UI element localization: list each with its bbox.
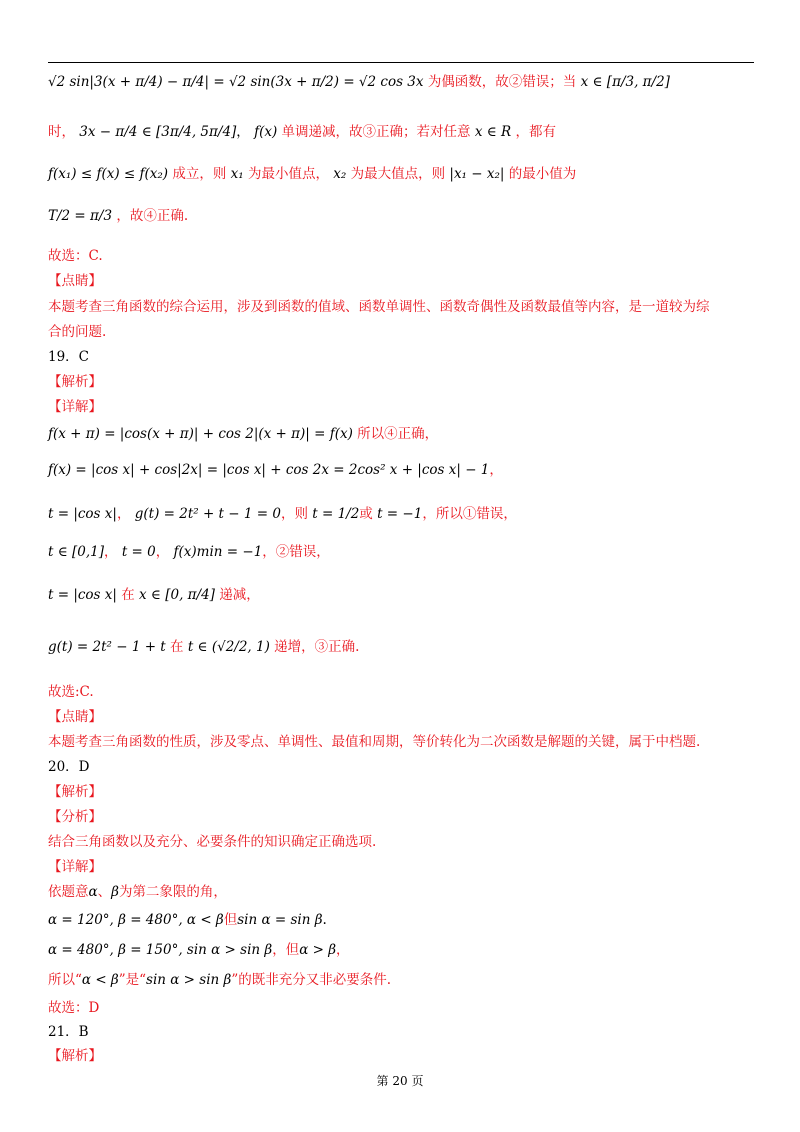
text: 为最小值点， [247, 166, 329, 182]
solution-line [48, 72, 670, 92]
header-rule [48, 62, 754, 63]
section-heading: 【详解】 [48, 399, 102, 415]
question-answer: 20．D [48, 759, 90, 775]
text: 在 [121, 587, 135, 603]
text: 在 [170, 639, 184, 655]
formula: α > β [299, 942, 337, 958]
text: 成立，则 [172, 166, 227, 182]
comment-paragraph: 本题考查三角函数的性质，涉及零点、单调性、最值和周期，等价转化为二次函数是解题的关键，属于中档题. [48, 734, 701, 750]
answer-line: 故选:C. [48, 684, 94, 700]
formula: t = 0 [121, 544, 156, 560]
text: 为第二象限的角， [118, 884, 227, 900]
formula: f(x)min = −1 [173, 544, 263, 560]
text: 所以“ [48, 972, 82, 988]
solution-line [48, 504, 517, 524]
text: 依题意 [48, 884, 89, 900]
section-heading: 【点睛】 [48, 709, 102, 725]
formula: x ∈ R [474, 124, 512, 140]
formula: f(x) = |cos x| + cos|2x| = |cos x| + cos 2x = 2cos² x + |cos x| − 1 [48, 462, 490, 478]
section-heading: 【解析】 [48, 784, 102, 800]
formula: f(x) [254, 124, 278, 140]
section-heading: 【解析】 [48, 1048, 102, 1064]
formula: t = −1 [377, 506, 423, 522]
solution-line [48, 970, 391, 990]
text: ，②错误， [262, 544, 330, 560]
solution-line [48, 910, 327, 930]
solution-line [48, 940, 350, 960]
text: 、 [97, 884, 112, 900]
question-answer: 21．B [48, 1024, 89, 1040]
text: 递减， [219, 587, 260, 603]
text: ，都有 [515, 124, 556, 140]
text: ， [116, 506, 131, 522]
formula: t ∈ [0,1] [48, 544, 105, 560]
text: 的最小值为 [508, 166, 577, 182]
text: 或 [359, 506, 373, 522]
formula: √2 sin|3(x + π/4) − π/4| = √2 sin(3x + π/2) = √2 cos 3x [48, 74, 424, 90]
formula: x₂ [333, 166, 347, 182]
solution-line [48, 882, 227, 902]
solution-line [48, 637, 359, 657]
solution-line [48, 206, 188, 226]
formula: α = 120°, β = 480°, α < β [48, 912, 224, 928]
text: 单调递减，故③正确；若对任意 [281, 124, 471, 140]
text: ， [336, 942, 350, 958]
text: 递增，③正确. [274, 639, 360, 655]
formula: t = |cos x| [48, 587, 117, 603]
answer-line: 故选：C. [48, 248, 103, 264]
formula: T/2 = π/3 [48, 208, 113, 224]
formula: α = 480°, β = 150°, sin α > sin β [48, 942, 273, 958]
text: 但 [223, 912, 238, 928]
formula: 3x − π/4 ∈ [3π/4, 5π/4] [79, 124, 237, 140]
formula: α [88, 884, 98, 900]
solution-line [48, 460, 503, 480]
answer-line: 故选：D [48, 1000, 100, 1016]
text: 为偶函数，故②错误；当 [427, 74, 577, 90]
formula: t = 1/2 [312, 506, 360, 522]
formula: g(t) = 2t² − 1 + t [48, 639, 166, 655]
solution-line [48, 585, 260, 605]
text: ”是“ [118, 972, 147, 988]
text: ，则 [280, 506, 308, 522]
formula: α < β [81, 972, 119, 988]
page-number: 第 20 页 [376, 1074, 424, 1088]
text: ， [155, 544, 170, 560]
section-heading: 【点睛】 [48, 273, 102, 289]
formula: sin α = sin β [237, 912, 323, 928]
comment-paragraph: 合的问题. [48, 324, 107, 340]
text: ，所以①错误， [422, 506, 517, 522]
section-heading: 【分析】 [48, 809, 102, 825]
analysis-paragraph: 结合三角函数以及充分、必要条件的知识确定正确选项. [48, 834, 377, 850]
text: 时， [48, 124, 75, 140]
formula: g(t) = 2t² + t − 1 = 0 [134, 506, 281, 522]
text: ， [104, 544, 118, 560]
comment-paragraph: 本题考查三角函数的综合运用，涉及到函数的值域、函数单调性、函数奇偶性及函数最值等内容，是一道较为综 [48, 299, 710, 315]
section-heading: 【详解】 [48, 859, 102, 875]
text: . [322, 912, 327, 928]
solution-line [48, 542, 330, 562]
section-heading: 【解析】 [48, 374, 102, 390]
text: ， [489, 462, 503, 478]
text: ，但 [272, 942, 300, 958]
formula: sin α > sin β [146, 972, 232, 988]
formula: x ∈ [0, π/4] [139, 587, 215, 603]
solution-line [48, 424, 438, 444]
formula: t = |cos x| [48, 506, 117, 522]
solution-line [48, 164, 576, 184]
formula: β [111, 884, 119, 900]
text: ”的既非充分又非必要条件. [231, 972, 392, 988]
text: 所以④正确， [357, 426, 439, 442]
formula: x ∈ [π/3, π/2] [580, 74, 670, 90]
solution-line: 时， 3x − π/4 ∈ [3π/4, 5π/4]， f(x) 单调递减，故③正确；若对任意 x ∈ R ，都有 [48, 124, 556, 140]
formula: t ∈ (√2/2, 1) [187, 639, 270, 655]
formula: |x₁ − x₂| [449, 166, 505, 182]
text: 为最大值点，则 [350, 166, 446, 182]
text: ，故④正确. [116, 208, 189, 224]
formula: f(x + π) = |cos(x + π)| + cos 2|(x + π)| = f(x) [48, 426, 353, 442]
question-answer: 19．C [48, 349, 90, 365]
formula: f(x₁) ≤ f(x) ≤ f(x₂) [48, 166, 169, 182]
formula: x₁ [230, 166, 244, 182]
